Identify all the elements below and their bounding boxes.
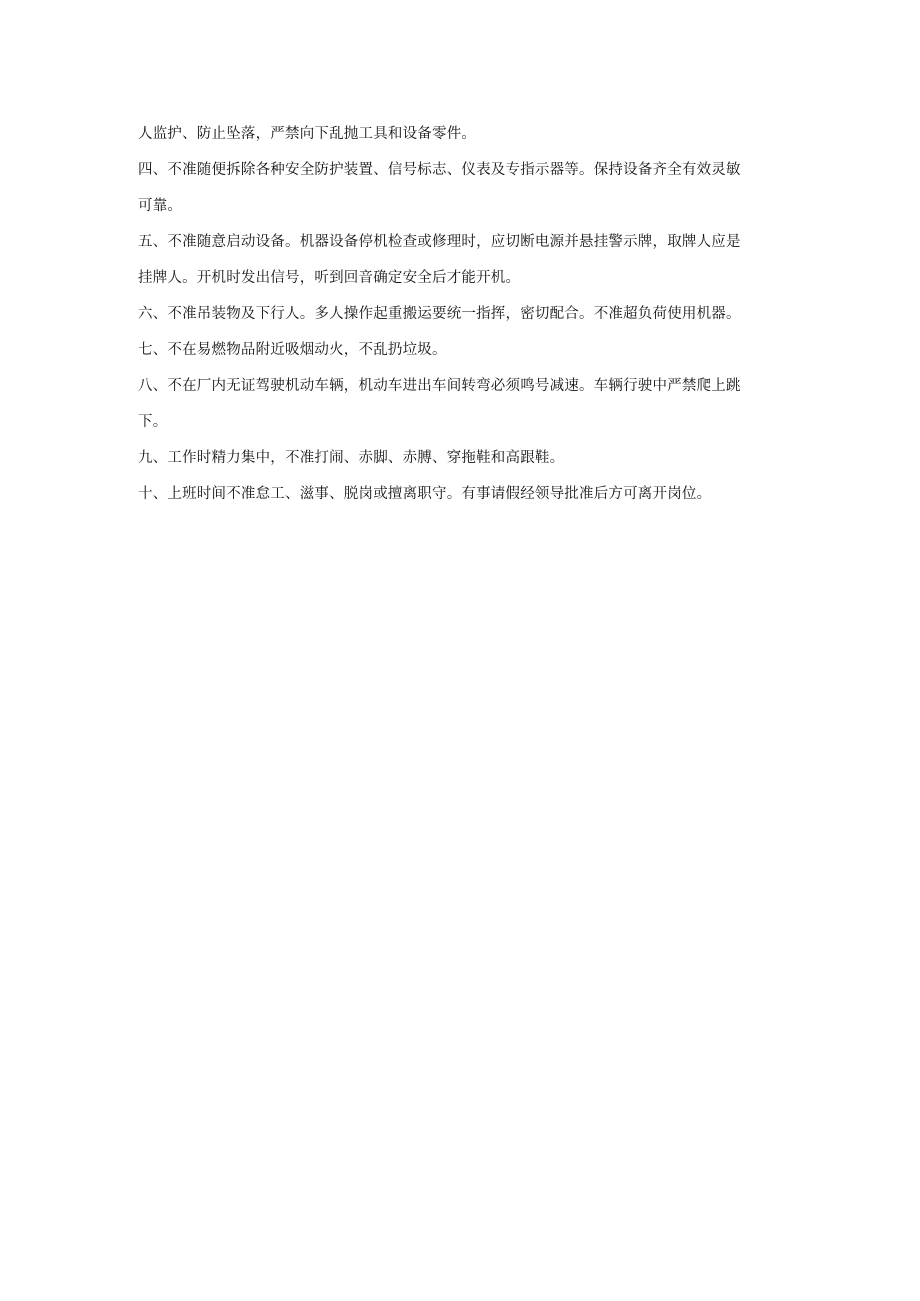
text-line: 挂牌人。开机时发出信号，听到回音确定安全后才能开机。 bbox=[138, 270, 521, 286]
text-line: 十、上班时间不准怠工、滋事、脱岗或擅离职守。有事请假经领导批准后方可离开岗位。 bbox=[138, 486, 712, 502]
text-line: 五、不准随意启动设备。机器设备停机检查或修理时，应切断电源并悬挂警示牌，取牌人应是 bbox=[138, 234, 741, 250]
text-line: 九、工作时精力集中，不准打闹、赤脚、赤膊、穿拖鞋和高跟鞋。 bbox=[138, 450, 565, 466]
text-line: 人监护、防止坠落，严禁向下乱抛工具和设备零件。 bbox=[138, 126, 477, 142]
text-line: 下。 bbox=[138, 414, 168, 430]
text-line: 四、不准随便拆除各种安全防护装置、信号标志、仪表及专指示器等。保持设备齐全有效灵敏 bbox=[138, 162, 741, 178]
text-line: 八、不在厂内无证驾驶机动车辆，机动车进出车间转弯必须鸣号减速。车辆行驶中严禁爬上跳 bbox=[138, 378, 741, 394]
text-line: 六、不准吊装物及下行人。多人操作起重搬运要统一指挥，密切配合。不准超负荷使用机器。 bbox=[138, 306, 741, 322]
text-line: 七、不在易燃物品附近吸烟动火，不乱扔垃圾。 bbox=[138, 342, 447, 358]
document-body bbox=[138, 116, 778, 512]
text-line: 可靠。 bbox=[138, 198, 183, 214]
